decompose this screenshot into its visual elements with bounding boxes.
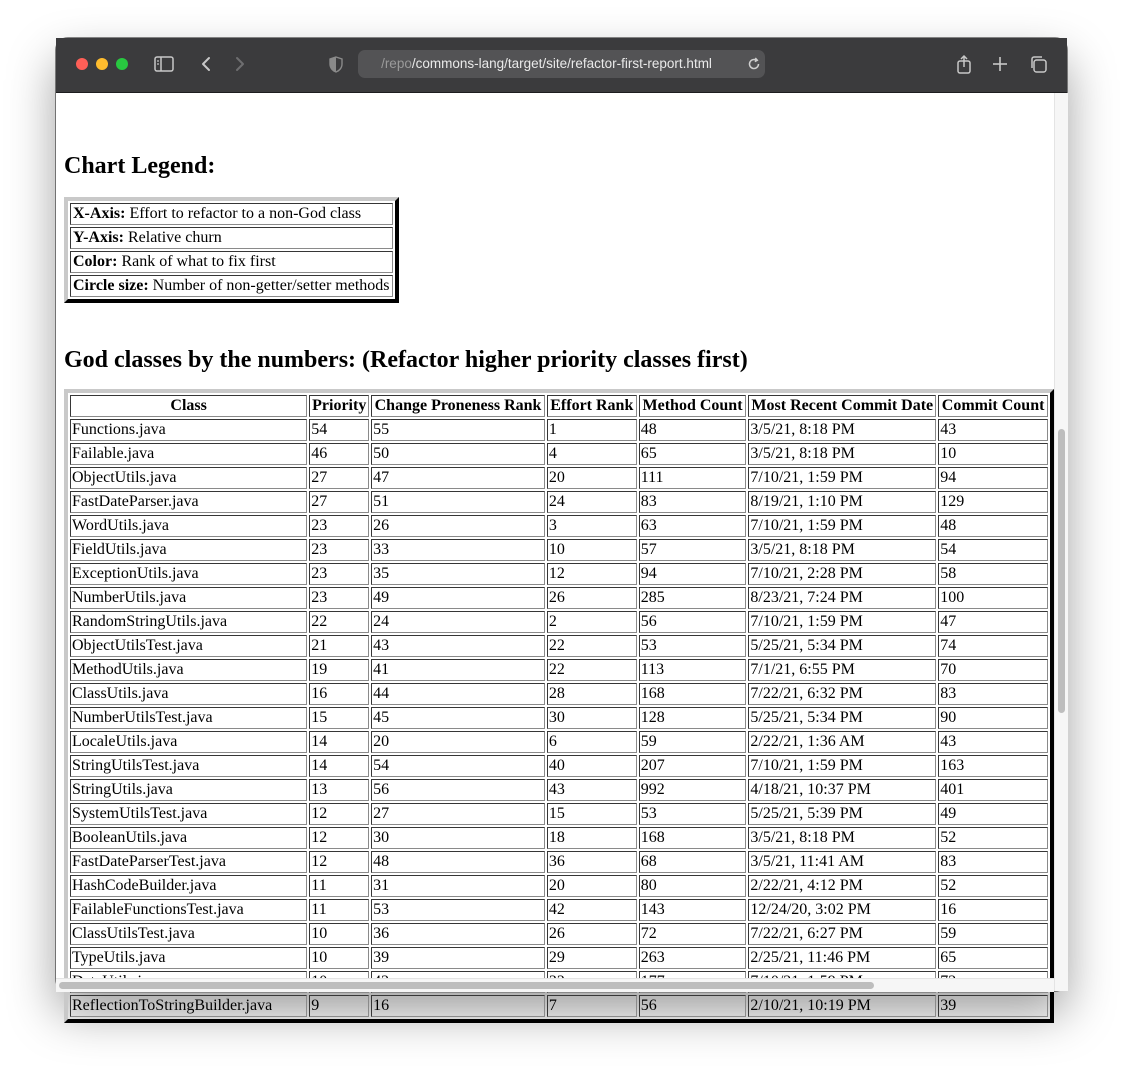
table-cell: 26 bbox=[547, 587, 637, 609]
legend-row bbox=[70, 203, 393, 225]
column-header: Priority bbox=[309, 395, 369, 417]
legend-value: Effort to refactor to a non-God class bbox=[129, 205, 362, 222]
table-cell: 63 bbox=[639, 515, 747, 537]
table-cell: 20 bbox=[371, 731, 545, 753]
close-window-button[interactable] bbox=[76, 58, 88, 70]
legend-value: Relative churn bbox=[127, 229, 222, 246]
table-cell: 54 bbox=[371, 755, 545, 777]
table-cell: 401 bbox=[938, 779, 1048, 801]
legend-row bbox=[70, 227, 393, 249]
browser-toolbar bbox=[56, 38, 1067, 93]
table-row bbox=[70, 755, 1048, 777]
table-row bbox=[70, 491, 1048, 513]
table-cell: RandomStringUtils.java bbox=[70, 611, 307, 633]
table-cell: 30 bbox=[547, 707, 637, 729]
legend-value: Rank of what to fix first bbox=[121, 253, 276, 270]
table-cell: 23 bbox=[309, 563, 369, 585]
table-cell: 11 bbox=[309, 899, 369, 921]
table-cell: 53 bbox=[639, 803, 747, 825]
table-cell: MethodUtils.java bbox=[70, 659, 307, 681]
table-cell: ClassUtilsTest.java bbox=[70, 923, 307, 945]
table-cell: 54 bbox=[938, 539, 1048, 561]
table-cell: 27 bbox=[309, 491, 369, 513]
table-cell: 3/5/21, 8:18 PM bbox=[748, 419, 936, 441]
table-cell: 65 bbox=[639, 443, 747, 465]
table-cell: 68 bbox=[639, 851, 747, 873]
table-cell: NumberUtilsTest.java bbox=[70, 707, 307, 729]
table-cell: 285 bbox=[639, 587, 747, 609]
table-cell: 24 bbox=[547, 491, 637, 513]
table-row bbox=[70, 875, 1048, 897]
table-cell: 15 bbox=[309, 707, 369, 729]
table-cell: 143 bbox=[639, 899, 747, 921]
table-cell: 80 bbox=[639, 875, 747, 897]
table-cell: 44 bbox=[371, 683, 545, 705]
table-cell: 50 bbox=[371, 443, 545, 465]
table-cell: 53 bbox=[639, 635, 747, 657]
table-cell: 21 bbox=[309, 635, 369, 657]
table-cell: 94 bbox=[938, 467, 1048, 489]
table-cell: FieldUtils.java bbox=[70, 539, 307, 561]
table-cell: 4/18/21, 10:37 PM bbox=[748, 779, 936, 801]
table-cell: FastDateParserTest.java bbox=[70, 851, 307, 873]
legend-row bbox=[70, 251, 393, 273]
table-row bbox=[70, 563, 1048, 585]
table-cell: 163 bbox=[938, 755, 1048, 777]
minimize-window-button[interactable] bbox=[96, 58, 108, 70]
table-cell: 43 bbox=[371, 635, 545, 657]
table-cell: 2/22/21, 1:36 AM bbox=[748, 731, 936, 753]
table-row bbox=[70, 995, 1048, 1017]
column-header: Method Count bbox=[639, 395, 747, 417]
table-cell: 49 bbox=[938, 803, 1048, 825]
table-cell: FailableFunctionsTest.java bbox=[70, 899, 307, 921]
god-classes-heading: God classes by the numbers: (Refactor higher priority classes first) bbox=[64, 347, 748, 373]
table-cell: 36 bbox=[547, 851, 637, 873]
table-cell: Failable.java bbox=[70, 443, 307, 465]
horizontal-scroll-thumb[interactable] bbox=[59, 982, 874, 989]
table-cell: 7/10/21, 1:59 PM bbox=[748, 755, 936, 777]
legend-cell bbox=[70, 203, 393, 225]
table-cell: 13 bbox=[309, 779, 369, 801]
table-cell: 70 bbox=[938, 659, 1048, 681]
table-cell: 3/5/21, 8:18 PM bbox=[748, 539, 936, 561]
table-cell: 42 bbox=[547, 899, 637, 921]
table-cell: ReflectionToStringBuilder.java bbox=[70, 995, 307, 1017]
table-cell: 43 bbox=[938, 731, 1048, 753]
table-cell: 45 bbox=[371, 707, 545, 729]
table-row bbox=[70, 419, 1048, 441]
table-cell: ObjectUtils.java bbox=[70, 467, 307, 489]
table-cell: 47 bbox=[371, 467, 545, 489]
vertical-scroll-thumb[interactable] bbox=[1058, 429, 1065, 713]
column-header: Commit Count bbox=[938, 395, 1048, 417]
table-cell: 41 bbox=[371, 659, 545, 681]
table-cell: 20 bbox=[547, 875, 637, 897]
table-cell: 168 bbox=[639, 827, 747, 849]
table-cell: 16 bbox=[371, 995, 545, 1017]
table-cell: 43 bbox=[938, 419, 1048, 441]
vertical-scrollbar[interactable] bbox=[1054, 93, 1068, 991]
table-cell: 7/22/21, 6:32 PM bbox=[748, 683, 936, 705]
table-cell: 48 bbox=[938, 515, 1048, 537]
table-row bbox=[70, 539, 1048, 561]
table-cell: StringUtils.java bbox=[70, 779, 307, 801]
table-cell: 39 bbox=[371, 947, 545, 969]
table-cell: 14 bbox=[309, 755, 369, 777]
table-cell: 10 bbox=[309, 923, 369, 945]
table-cell: Functions.java bbox=[70, 419, 307, 441]
legend-heading: Chart Legend: bbox=[64, 153, 216, 179]
column-header: Most Recent Commit Date bbox=[748, 395, 936, 417]
table-cell: 10 bbox=[938, 443, 1048, 465]
legend-value: Number of non-getter/setter methods bbox=[152, 277, 390, 294]
table-row bbox=[70, 611, 1048, 633]
forward-icon[interactable] bbox=[229, 53, 251, 75]
table-cell: 22 bbox=[547, 659, 637, 681]
table-cell: 57 bbox=[639, 539, 747, 561]
sidebar-icon[interactable] bbox=[153, 53, 175, 75]
table-cell: 83 bbox=[938, 683, 1048, 705]
back-icon[interactable] bbox=[195, 53, 217, 75]
table-cell: 128 bbox=[639, 707, 747, 729]
legend-key: Y-Axis: bbox=[73, 229, 124, 246]
new-tab-icon[interactable] bbox=[989, 53, 1011, 75]
table-cell: 54 bbox=[309, 419, 369, 441]
legend-key: Circle size: bbox=[73, 277, 149, 294]
table-row bbox=[70, 587, 1048, 609]
table-cell: FastDateParser.java bbox=[70, 491, 307, 513]
table-cell: 992 bbox=[639, 779, 747, 801]
table-cell: 263 bbox=[639, 947, 747, 969]
table-cell: 10 bbox=[309, 947, 369, 969]
table-cell: 39 bbox=[938, 995, 1048, 1017]
table-row bbox=[70, 923, 1048, 945]
column-header: Change Proneness Rank bbox=[371, 395, 545, 417]
table-cell: SystemUtilsTest.java bbox=[70, 803, 307, 825]
table-cell: 83 bbox=[639, 491, 747, 513]
table-cell: 7/10/21, 2:28 PM bbox=[748, 563, 936, 585]
table-row bbox=[70, 683, 1048, 705]
table-cell: 27 bbox=[309, 467, 369, 489]
table-cell: 36 bbox=[371, 923, 545, 945]
table-cell: 12/24/20, 3:02 PM bbox=[748, 899, 936, 921]
table-cell: TypeUtils.java bbox=[70, 947, 307, 969]
table-row bbox=[70, 803, 1048, 825]
table-cell: 7/22/21, 6:27 PM bbox=[748, 923, 936, 945]
table-cell: 12 bbox=[309, 851, 369, 873]
url-path: /commons-lang/target/site/refactor-first-report.html bbox=[411, 56, 712, 71]
table-cell: 111 bbox=[639, 467, 747, 489]
table-cell: 48 bbox=[639, 419, 747, 441]
table-row bbox=[70, 443, 1048, 465]
table-cell: 100 bbox=[938, 587, 1048, 609]
table-cell: 24 bbox=[371, 611, 545, 633]
table-cell: ClassUtils.java bbox=[70, 683, 307, 705]
table-cell: 35 bbox=[371, 563, 545, 585]
share-icon[interactable] bbox=[953, 53, 975, 75]
legend-key: Color: bbox=[73, 253, 118, 270]
table-cell: 2/25/21, 11:46 PM bbox=[748, 947, 936, 969]
table-cell: 23 bbox=[309, 539, 369, 561]
legend-cell bbox=[70, 227, 393, 249]
god-classes-table bbox=[64, 389, 1054, 1023]
table-cell: 7/10/21, 1:59 PM bbox=[748, 515, 936, 537]
table-cell: 7/10/21, 1:59 PM bbox=[748, 611, 936, 633]
table-cell: 15 bbox=[547, 803, 637, 825]
table-cell: 59 bbox=[639, 731, 747, 753]
table-cell: 5/25/21, 5:39 PM bbox=[748, 803, 936, 825]
table-row bbox=[70, 635, 1048, 657]
privacy-shield-icon[interactable] bbox=[325, 53, 347, 75]
table-cell: 8/19/21, 1:10 PM bbox=[748, 491, 936, 513]
table-cell: 33 bbox=[371, 539, 545, 561]
horizontal-scrollbar[interactable] bbox=[56, 978, 1054, 992]
table-cell: 56 bbox=[371, 779, 545, 801]
table-cell: 49 bbox=[371, 587, 545, 609]
table-cell: 52 bbox=[938, 827, 1048, 849]
table-row bbox=[70, 779, 1048, 801]
reload-icon[interactable] bbox=[743, 53, 765, 75]
table-cell: 56 bbox=[639, 611, 747, 633]
table-cell: 12 bbox=[547, 563, 637, 585]
table-cell: 7/10/21, 1:59 PM bbox=[748, 467, 936, 489]
table-cell: 48 bbox=[371, 851, 545, 873]
table-cell: 40 bbox=[547, 755, 637, 777]
table-cell: 113 bbox=[639, 659, 747, 681]
column-header: Effort Rank bbox=[547, 395, 637, 417]
table-cell: 22 bbox=[547, 635, 637, 657]
legend-cell bbox=[70, 251, 393, 273]
table-cell: 26 bbox=[371, 515, 545, 537]
table-cell: 12 bbox=[309, 803, 369, 825]
url-prefix: /repo bbox=[381, 56, 412, 71]
zoom-window-button[interactable] bbox=[116, 58, 128, 70]
tab-overview-icon[interactable] bbox=[1027, 53, 1049, 75]
table-cell: 58 bbox=[938, 563, 1048, 585]
table-cell: 18 bbox=[547, 827, 637, 849]
table-cell: 23 bbox=[309, 587, 369, 609]
table-cell: 59 bbox=[938, 923, 1048, 945]
table-row bbox=[70, 731, 1048, 753]
table-row bbox=[70, 851, 1048, 873]
table-cell: 46 bbox=[309, 443, 369, 465]
table-cell: 4 bbox=[547, 443, 637, 465]
table-cell: 9 bbox=[309, 995, 369, 1017]
table-cell: 12 bbox=[309, 827, 369, 849]
table-cell: 51 bbox=[371, 491, 545, 513]
table-row bbox=[70, 899, 1048, 921]
table-row bbox=[70, 659, 1048, 681]
table-cell: 20 bbox=[547, 467, 637, 489]
table-row bbox=[70, 515, 1048, 537]
table-cell: 65 bbox=[938, 947, 1048, 969]
table-row bbox=[70, 467, 1048, 489]
url-text bbox=[358, 56, 735, 71]
table-cell: 28 bbox=[547, 683, 637, 705]
table-cell: 30 bbox=[371, 827, 545, 849]
table-cell: 19 bbox=[309, 659, 369, 681]
table-row bbox=[70, 827, 1048, 849]
table-cell: 2/10/21, 10:19 PM bbox=[748, 995, 936, 1017]
table-cell: 5/25/21, 5:34 PM bbox=[748, 707, 936, 729]
table-cell: HashCodeBuilder.java bbox=[70, 875, 307, 897]
table-cell: 5/25/21, 5:34 PM bbox=[748, 635, 936, 657]
table-cell: 10 bbox=[547, 539, 637, 561]
table-cell: NumberUtils.java bbox=[70, 587, 307, 609]
address-bar[interactable] bbox=[358, 50, 765, 78]
table-cell: 43 bbox=[547, 779, 637, 801]
table-cell: 14 bbox=[309, 731, 369, 753]
table-cell: 8/23/21, 7:24 PM bbox=[748, 587, 936, 609]
table-cell: 16 bbox=[309, 683, 369, 705]
table-cell: StringUtilsTest.java bbox=[70, 755, 307, 777]
table-cell: 72 bbox=[639, 923, 747, 945]
table-cell: 207 bbox=[639, 755, 747, 777]
table-cell: 27 bbox=[371, 803, 545, 825]
legend-key: X-Axis: bbox=[73, 205, 126, 222]
table-cell: 90 bbox=[938, 707, 1048, 729]
table-cell: 83 bbox=[938, 851, 1048, 873]
table-cell: 6 bbox=[547, 731, 637, 753]
browser-window bbox=[56, 38, 1067, 1014]
table-cell: 7/1/21, 6:55 PM bbox=[748, 659, 936, 681]
table-cell: 74 bbox=[938, 635, 1048, 657]
table-cell: 3 bbox=[547, 515, 637, 537]
table-cell: 129 bbox=[938, 491, 1048, 513]
table-cell: 29 bbox=[547, 947, 637, 969]
table-cell: 16 bbox=[938, 899, 1048, 921]
table-cell: LocaleUtils.java bbox=[70, 731, 307, 753]
table-cell: 26 bbox=[547, 923, 637, 945]
table-cell: 56 bbox=[639, 995, 747, 1017]
legend-row bbox=[70, 275, 393, 297]
table-cell: 2/22/21, 4:12 PM bbox=[748, 875, 936, 897]
table-cell: 23 bbox=[309, 515, 369, 537]
table-cell: 168 bbox=[639, 683, 747, 705]
table-cell: WordUtils.java bbox=[70, 515, 307, 537]
column-header: Class bbox=[70, 395, 307, 417]
legend-cell bbox=[70, 275, 393, 297]
table-cell: 53 bbox=[371, 899, 545, 921]
table-cell: 3/5/21, 8:18 PM bbox=[748, 827, 936, 849]
table-cell: 47 bbox=[938, 611, 1048, 633]
table-cell: ObjectUtilsTest.java bbox=[70, 635, 307, 657]
table-cell: 3/5/21, 11:41 AM bbox=[748, 851, 936, 873]
table-cell: 94 bbox=[639, 563, 747, 585]
table-cell: ExceptionUtils.java bbox=[70, 563, 307, 585]
table-cell: BooleanUtils.java bbox=[70, 827, 307, 849]
table-cell: 55 bbox=[371, 419, 545, 441]
table-row bbox=[70, 707, 1048, 729]
table-cell: 1 bbox=[547, 419, 637, 441]
table-cell: 7 bbox=[547, 995, 637, 1017]
table-row bbox=[70, 947, 1048, 969]
table-cell: 31 bbox=[371, 875, 545, 897]
table-cell: 22 bbox=[309, 611, 369, 633]
table-cell: 3/5/21, 8:18 PM bbox=[748, 443, 936, 465]
page-content bbox=[56, 93, 1054, 1014]
table-cell: 2 bbox=[547, 611, 637, 633]
legend-table bbox=[64, 197, 399, 303]
table-cell: 11 bbox=[309, 875, 369, 897]
table-cell: 52 bbox=[938, 875, 1048, 897]
